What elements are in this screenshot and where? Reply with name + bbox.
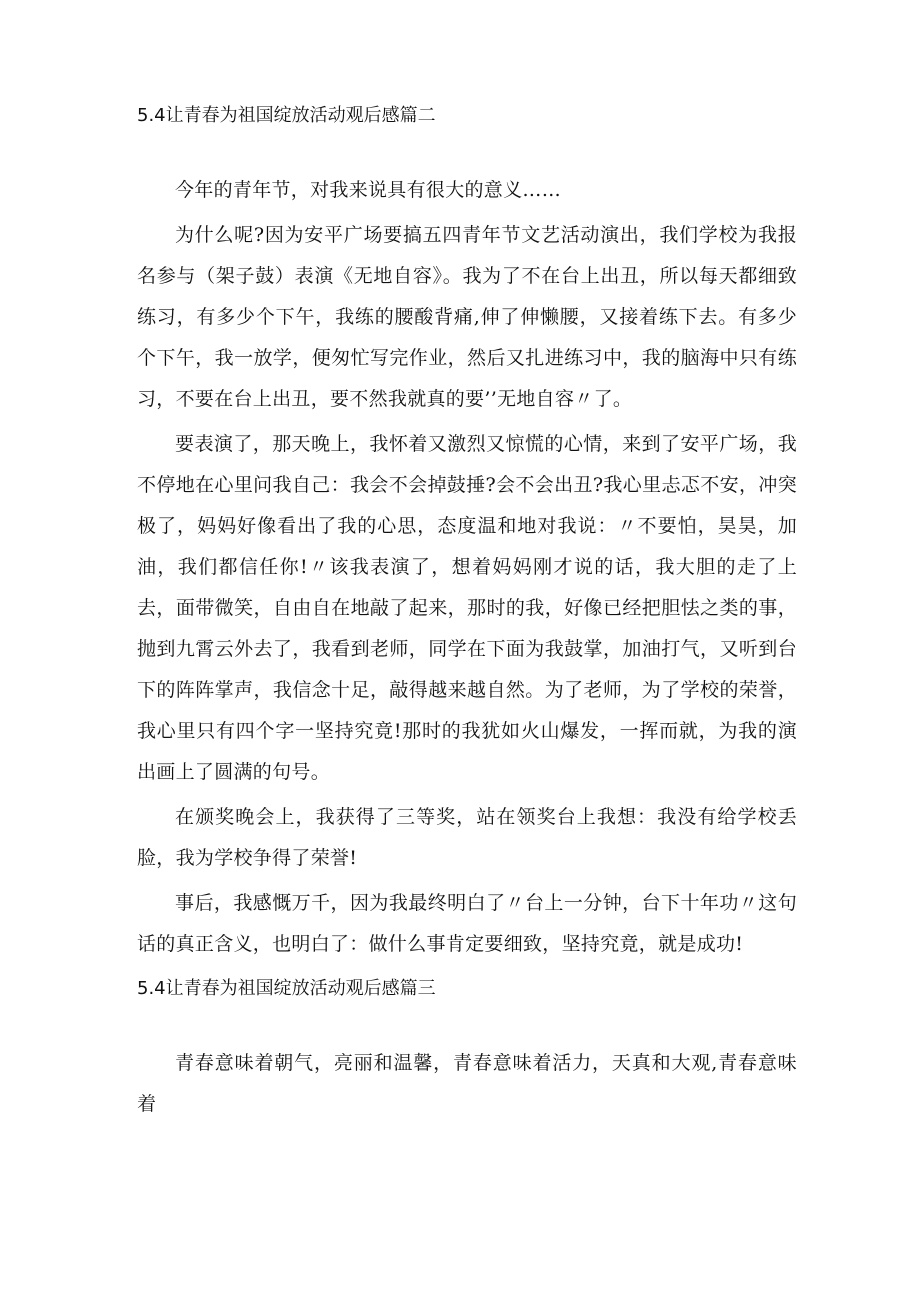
spacer <box>137 134 797 170</box>
section-heading-2: 5.4让青春为祖国绽放活动观后感篇二 <box>137 105 436 126</box>
spacer <box>137 1007 797 1043</box>
section-heading-3: 5.4让青春为祖国绽放活动观后感篇三 <box>137 978 436 999</box>
paragraph: 事后，我感慨万千，因为我最终明白了〃台上一分钟，台下十年功〃这句话的真正含义，也明白了：做什么事肯定要细致，坚持究竟，就是成功! <box>137 892 797 955</box>
paragraph: 要表演了，那天晚上，我怀着又激烈又惊慌的心情，来到了安平广场，我不停地在心里问我自己：我会不会掉鼓捶?会不会出丑?我心里忐忑不安，冲突极了，妈妈好像看出了我的心思，态度温和地对我说：〃不要怕，昊昊，加油，我们都信任你!〃该我表演了，想着妈妈刚才说的话，我大胆的走了上去，面带微笑，自由自在地敲了起来，那时的我，好像已经把胆怯之类的事，抛到九霄云外去了，我看到老师，同学在下面为我鼓掌，加油打气，又听到台下的阵阵掌声，我信念十足，敲得越来越自然。为了老师，为了学校的荣誉，我心里只有四个字一坚持究竟!那时的我犹如火山爆发，一挥而就，为我的演出画上了圆满的句号。 <box>137 433 797 783</box>
paragraph: 为什么呢?因为安平广场要搞五四青年节文艺活动演出，我们学校为我报名参与（架子鼓）表演《无地自容》。我为了不在台上出丑，所以每天都细致练习，有多少个下午，我练的腰酸背痛,伸了伸懒腰，又接着练下去。有多少个下午，我一放学，便匆忙写完作业，然后又扎进练习中，我的脑海中只有练习，不要在台上出丑，要不然我就真的要’’无地自容〃了。 <box>137 224 797 410</box>
document-body <box>137 98 797 1125</box>
paragraph: 今年的青年节，对我来说具有很大的意义…… <box>175 179 562 201</box>
paragraph: 在颁奖晚会上，我获得了三等奖，站在领奖台上我想：我没有给学校丢脸，我为学校争得了荣誉! <box>137 806 797 869</box>
paragraph: 青春意味着朝气，亮丽和温馨，青春意味着活力，天真和大观,青春意味着 <box>137 1052 797 1115</box>
